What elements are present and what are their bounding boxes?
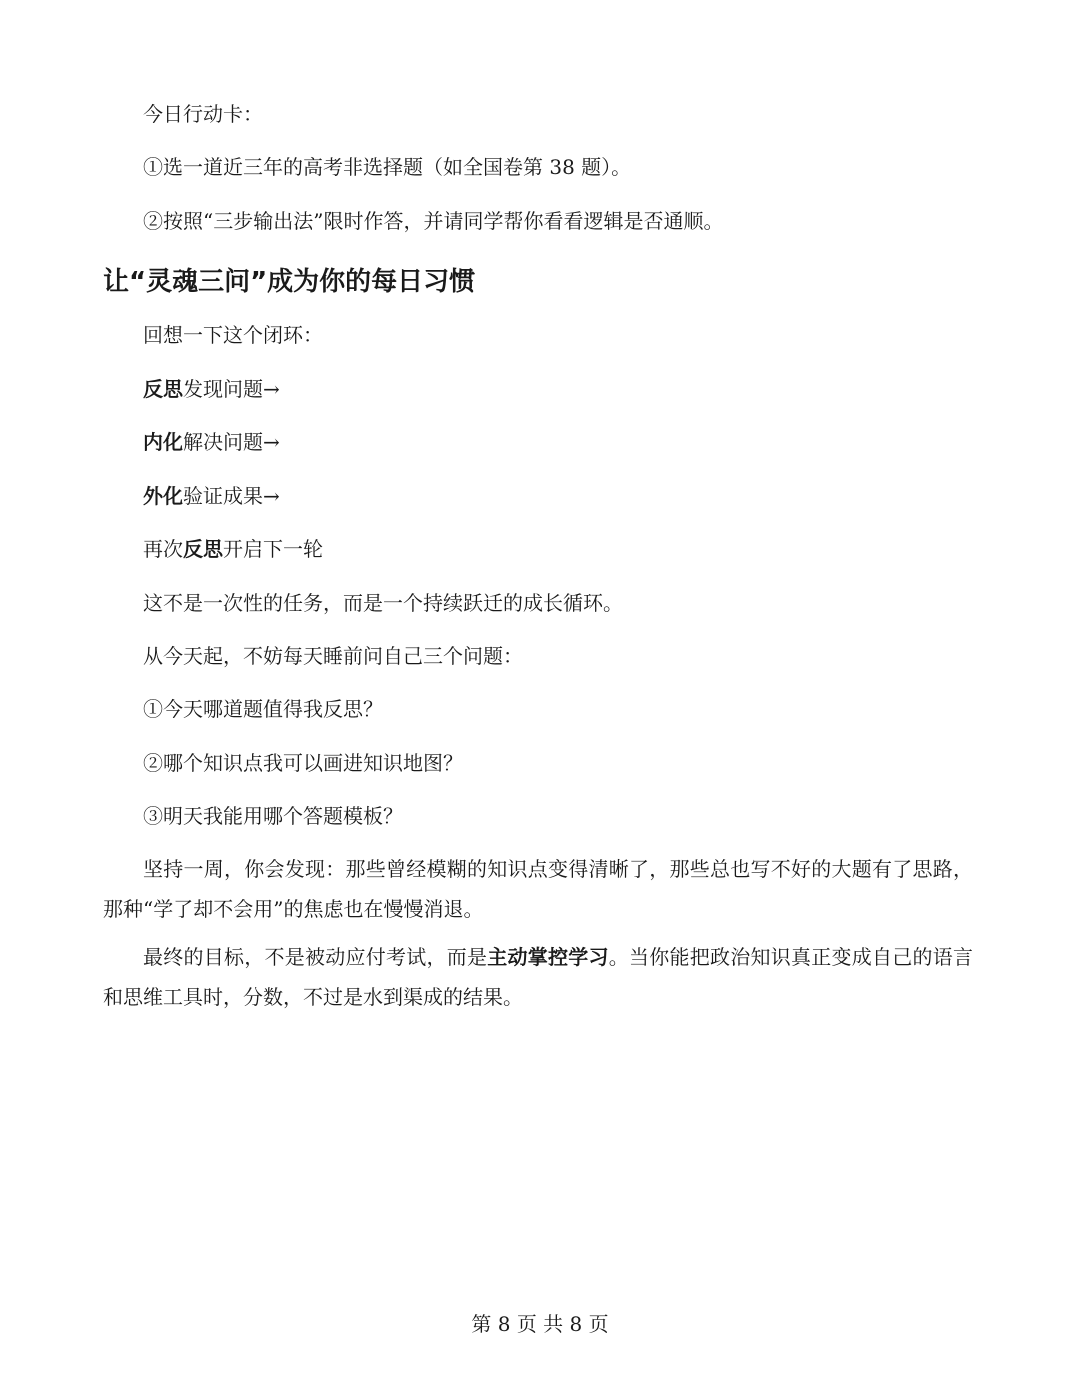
loop-step-externalize (143, 482, 280, 510)
loop-step-text: 开启下一轮 (223, 537, 323, 561)
final-paragraph (103, 937, 973, 1017)
question-1: ①今天哪道题值得我反思？ (143, 697, 383, 721)
loop-step-keyword: 内化 (143, 430, 183, 454)
loop-step-text: 解决问题→ (183, 430, 280, 454)
loop-step-internalize (143, 428, 280, 456)
not-once-text: 这不是一次性的任务，而是一个持续跃迁的成长循环。 (143, 591, 623, 615)
final-text-emphasis: 主动掌控学习 (487, 945, 609, 969)
from-today-text: 从今天起，不妨每天睡前问自己三个问题： (143, 644, 523, 668)
loop-intro: 回想一下这个闭环： (143, 323, 323, 347)
action-card-item-2: ②按照“三步输出法”限时作答，并请同学帮你看看逻辑是否通顺。 (143, 209, 724, 233)
final-text-pre: 最终的目标，不是被动应付考试，而是 (143, 945, 488, 969)
loop-step-keyword: 外化 (143, 484, 183, 508)
section-heading: 让“灵魂三问”成为你的每日习惯 (103, 267, 476, 297)
loop-step-keyword: 反思 (143, 377, 183, 401)
question-3: ③明天我能用哪个答题模板？ (143, 804, 403, 828)
loop-step-reflect (143, 375, 280, 403)
page-footer: 第 8 页 共 8 页 (471, 1312, 609, 1336)
loop-step-text: 验证成果→ (183, 484, 280, 508)
loop-step-restart (143, 535, 323, 563)
loop-step-prefix: 再次 (143, 537, 183, 561)
action-card-title: 今日行动卡： (143, 102, 263, 126)
persist-paragraph: 坚持一周，你会发现：那些曾经模糊的知识点变得清晰了，那些总也写不好的大题有了思路，那种“学了却不会用”的焦虑也在慢慢消退。 (103, 857, 973, 921)
action-card-item-1: ①选一道近三年的高考非选择题（如全国卷第 38 题）。 (143, 155, 632, 179)
final-text-post: 。当你能把政治知识真正变成自己的语言和思维工具时，分数，不过是水到渠成的结果。 (103, 945, 973, 1009)
loop-step-text: 发现问题→ (183, 377, 280, 401)
loop-step-keyword: 反思 (183, 537, 223, 561)
question-2: ②哪个知识点我可以画进知识地图？ (143, 751, 463, 775)
